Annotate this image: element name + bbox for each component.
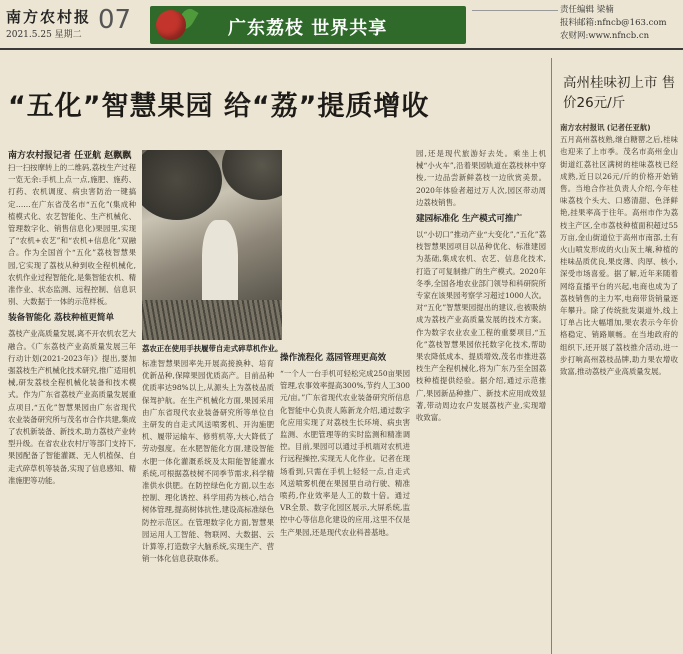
article-headline: “五化”智慧果园 给“荔”提质增收 xyxy=(8,91,430,122)
subhead-equipment: 装备智能化 荔枝种植更简单 xyxy=(8,313,115,324)
masthead xyxy=(0,0,683,48)
email-line: 报料邮箱:nfncb@163.com xyxy=(560,18,667,28)
side-article xyxy=(560,122,678,650)
article-column-1 xyxy=(8,162,136,650)
column-4-text: 园,还是现代旅游好去处。乘坐上机械“小火车”,沿着果园轨道在荔枝林中穿梭,一边品尝新鲜荔枝一边欣赏美景。2020年体验者超过万人次,园区带动周边荔枝销售。 xyxy=(416,149,546,207)
website-line: 农财网:www.nfncb.cn xyxy=(560,31,650,41)
article-column-4 xyxy=(416,148,546,650)
article-column-2 xyxy=(142,358,274,650)
column-1b-text: 荔枝产业高质量发展,离不开农机农艺大融合。《广东荔枝产业高质量发展三年行动计划(2021-2023年)》提出,要加强荔枝生产机械化技术研究,推广适用机械,研发荔枝全程机械化装备和技术模式。作为广东省荔枝产业高质量发展重点项目,“五化”智慧果园由广东省现代农业装备研究所与茂名市合作共建,集成了农机新装备、新技术,助力荔枝产业转型升级。在省农业农村厅等部门支持下,果园配备了智能灌溉、无人机植保、自走式碎草机等装备,实现了信息感知、精准施肥等功能。 xyxy=(8,329,136,485)
column-1-text: 扫一扫按摩转上的二维码,荔枝生产过程一览无余:手机上点一点,施肥、施药、打药、农机调度、病虫害防治一键搞定……在广东省茂名市“五化”(集成种植模式化、农艺智能化、生产机械化、管理数字化、销售信息化)果园里,实现了“农机+农艺”和“农机+信息化”双融合。作为全国首个“五化”荔枝智慧果园,它实现了荔枝从种到收全程机械化,农机作业过程智能化,是集智能农机、精准作业、状态监测、远程控制、信息识别、大数据于一体的示范样板。 xyxy=(8,163,136,307)
page-number: 07 xyxy=(98,5,132,35)
masthead-info xyxy=(560,4,667,43)
column-3-text: “一个人一台手机可轻松完成250亩果园管理,农事效率提高300%,节约人工300元/亩。”广东省现代农业装备研究所信息化智能中心负责人陈新龙介绍,通过数字化应用实现了对荔枝生长环境、病虫害监测、水肥管理等的实时监测和精准调控。目前,果园可以通过手机端对农机进行远程操控,实现无人化作业。记者在现场看到,只需在手机上轻轻一点,自走式风送喷雾机便在果园里自动行驶、精准喷药,作业效率是人工的数十倍。通过VR全景、数字化园区展示,大屏系统,监控中心等信息化建设的应用,这里不仅是生产果园,还是现代农业科普基地。 xyxy=(280,369,410,537)
photo-farmer xyxy=(202,220,238,310)
article-photo xyxy=(142,150,282,340)
side-article-text: 五月高州荔枝熟,继白糖罂之后,桂味也迎来了上市季。茂名市高州金山街道红荔社区满树的桂味荔枝已经成熟,近日以26元/斤的价格开始销售。当地合作社负责人介绍,今年桂味荔枝个头大、口感清甜、色泽鲜艳,挂果率高于往年。高州市作为荔枝主产区,全市荔枝种植面积超过55万亩,金山街道位于高州市南部,土有火山喷发形成的火山灰土壤,种植的桂味品质优良,果皮薄、肉厚、核小,深受市场喜爱。据了解,近年来随着网络直播平台的兴起,电商也成为了荔枝销售的主力军,电商带货销量逐年攀升。除了传统批发渠道外,线上订单占比大幅增加,果农表示今年价格稳定、销路顺畅。在当地政府的组织下,还开展了荔枝推介活动,进一步打响高州荔枝品牌,助力果农增收致富,推动荔枝产业高质量发展。 xyxy=(560,135,678,377)
masthead-rule xyxy=(0,48,683,50)
issue-date: 2021.5.25 星期二 xyxy=(6,30,82,40)
side-byline: 南方农村报讯 (记者任亚航) xyxy=(560,123,651,132)
side-headline: 高州桂味初上市 售价26元/斤 xyxy=(563,75,676,111)
paper-logo: 南方农村报 xyxy=(6,8,92,26)
photo-tree xyxy=(142,150,222,220)
lychee-icon xyxy=(156,10,186,40)
photo-grass xyxy=(142,300,282,340)
photo-tree-2 xyxy=(222,150,282,200)
masthead-divider xyxy=(472,10,558,11)
section-banner xyxy=(150,6,466,44)
editor-line: 责任编辑 梁楠 xyxy=(560,5,614,15)
column-4b-text: 以“小切口”推动产业“大变化”,“五化”荔枝智慧果园项目以品种优化、标准建园为基础,集成农机、农艺、信息化技术,打造了可复制推广的生产模式。2020年冬季,全国各地农业部门领导和科研院所专家在该果园考察学习超过1000人次。对“五化”智慧果园提出的建议,也被吸纳成为荔枝产业高质量发展的技术方案。作为数字农业农业工程的重要项目,“五化”荔枝智慧果园依托数字化技术,帮助果农降低成本、提质增效,茂名市推进荔枝生产全程机械化,将为广东乃至全国荔枝种植提供经验。据介绍,通过示范推广,果园新品种推广、新技术应用成效显著,带动周边农户发展荔枝产业,实现增收致富。 xyxy=(416,230,546,423)
article-column-3 xyxy=(280,348,410,650)
column-divider xyxy=(551,58,552,654)
article-byline: 南方农村报记者 任亚航 赵飘飘 xyxy=(8,151,132,161)
subhead-process: 操作流程化 荔园管理更高效 xyxy=(280,353,387,363)
subhead-standard: 建园标准化 生产模式可推广 xyxy=(416,214,523,225)
photo-caption: 荔农正在使用手扶履带自走式碎草机作业。 xyxy=(142,344,283,353)
banner-title: 广东荔枝 世界共享 xyxy=(228,18,388,39)
column-2-text: 标准智慧果园率先开展高接换种、培育优新品种,保障果园优质高产。目前品种优质率达98%以上,从源头上为荔枝品质保驾护航。在生产机械化方面,果园采用由广东省现代农业装备研究所等单位自主研发的自走式风送喷雾机、开沟施肥机、履带运输车、修剪机等,大大降低了劳动强度。在水肥智能化方面,建设智能水肥一体化灌溉系统及太阳能智能灌水系统,可根据荔枝树不同季节需求,科学精准供水供肥。在防控绿色化方面,以生态控制、理化诱控、科学用药为核心,结合树体管理,提高树体抗性,建设高标准绿色防控示范区。在管理数字化方面,智慧果园运用人工智能、物联网、大数据、云计算等,打造数字大脑系统,实现生产、营销一体化信息获取体系。 xyxy=(142,359,274,564)
